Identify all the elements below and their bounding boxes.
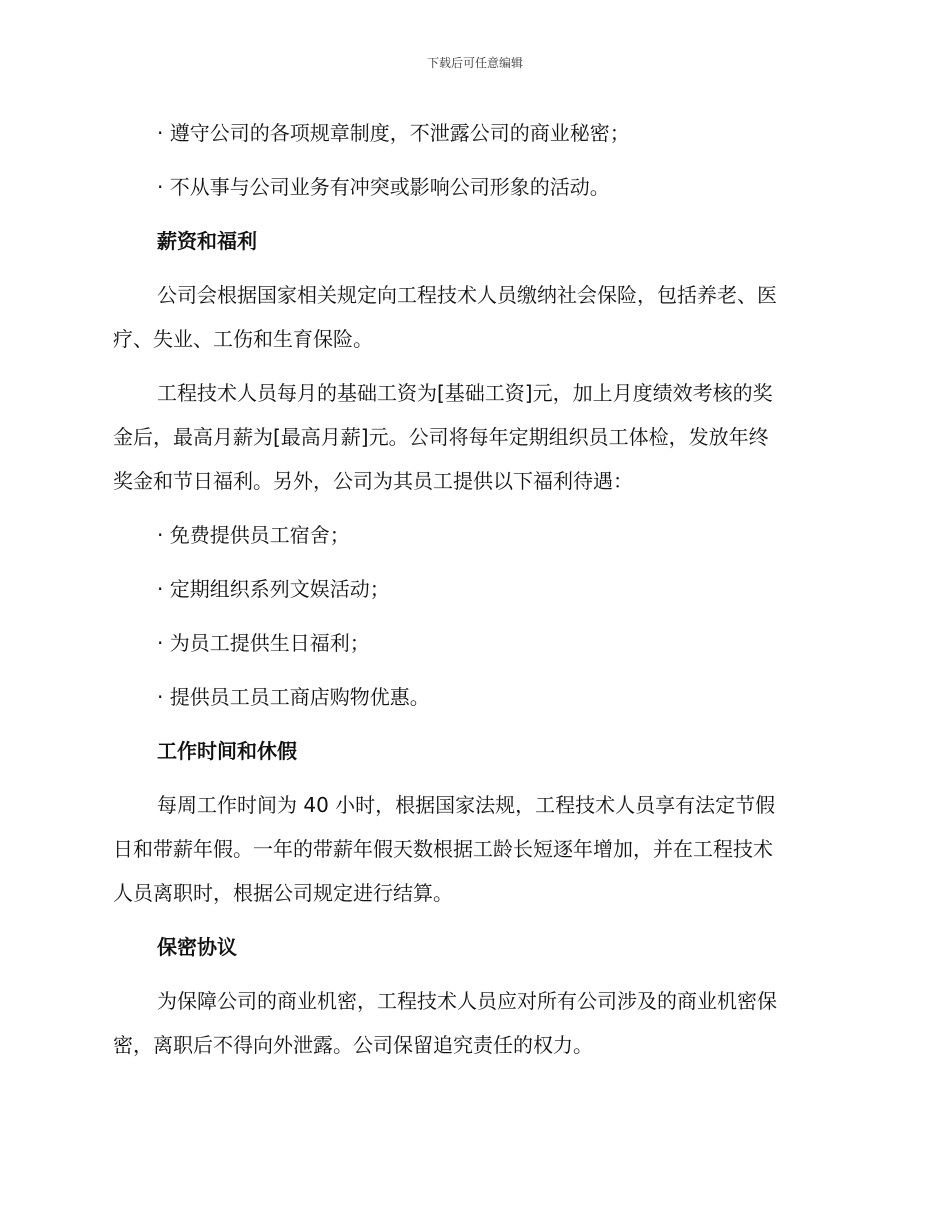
text-line: 日和带薪年假。一年的带薪年假天数根据工龄长短逐年增加，并在工程技术 — [113, 837, 773, 861]
text-line: 每周工作时间为 40 小时，根据国家法规，工程技术人员享有法定节假 — [157, 793, 776, 817]
bullet-item — [113, 513, 833, 557]
text-line: 公司会根据国家相关规定向工程技术人员缴纳社会保险，包括养老、医 — [157, 283, 777, 307]
heading-text: 工作时间和休假 — [157, 739, 297, 763]
text-line: · 遵守公司的各项规章制度，不泄露公司的商业秘密； — [157, 121, 630, 145]
bullet-item — [113, 567, 833, 611]
bullet-item — [113, 165, 833, 209]
text-line: · 免费提供员工宿舍； — [157, 523, 350, 547]
text-line: · 不从事与公司业务有冲突或影响公司形象的活动。 — [157, 175, 610, 199]
text-line: 金后，最高月薪为[最高月薪]元。公司将每年定期组织员工体检，发放年终 — [113, 425, 769, 449]
heading-text: 保密协议 — [157, 935, 237, 959]
paragraph — [113, 783, 833, 915]
bullet-item — [113, 111, 833, 155]
bullet-item — [113, 621, 833, 665]
page-header-note: 下载后可任意编辑 — [426, 56, 523, 70]
text-line: · 为员工提供生日福利； — [157, 631, 370, 655]
heading-text: 薪资和福利 — [157, 229, 257, 253]
paragraph — [113, 273, 833, 361]
text-line: 为保障公司的商业机密，工程技术人员应对所有公司涉及的商业机密保 — [157, 989, 777, 1013]
text-line: · 定期组织系列文娱活动； — [157, 577, 390, 601]
section-heading — [113, 925, 833, 969]
text-line: 疗、失业、工伤和生育保险。 — [113, 327, 373, 351]
text-line: 密，离职后不得向外泄露。公司保留追究责任的权力。 — [113, 1033, 593, 1057]
section-heading — [113, 729, 833, 773]
text-line: 奖金和节日福利。另外，公司为其员工提供以下福利待遇： — [113, 469, 633, 493]
bullet-item — [113, 675, 833, 719]
text-line: · 提供员工员工商店购物优惠。 — [157, 685, 430, 709]
paragraph — [113, 979, 833, 1067]
text-line: 人员离职时，根据公司规定进行结算。 — [113, 881, 453, 905]
text-line: 工程技术人员每月的基础工资为[基础工资]元，加上月度绩效考核的奖 — [157, 381, 773, 405]
section-heading — [113, 219, 833, 263]
document-body — [113, 111, 833, 1077]
paragraph — [113, 371, 833, 503]
